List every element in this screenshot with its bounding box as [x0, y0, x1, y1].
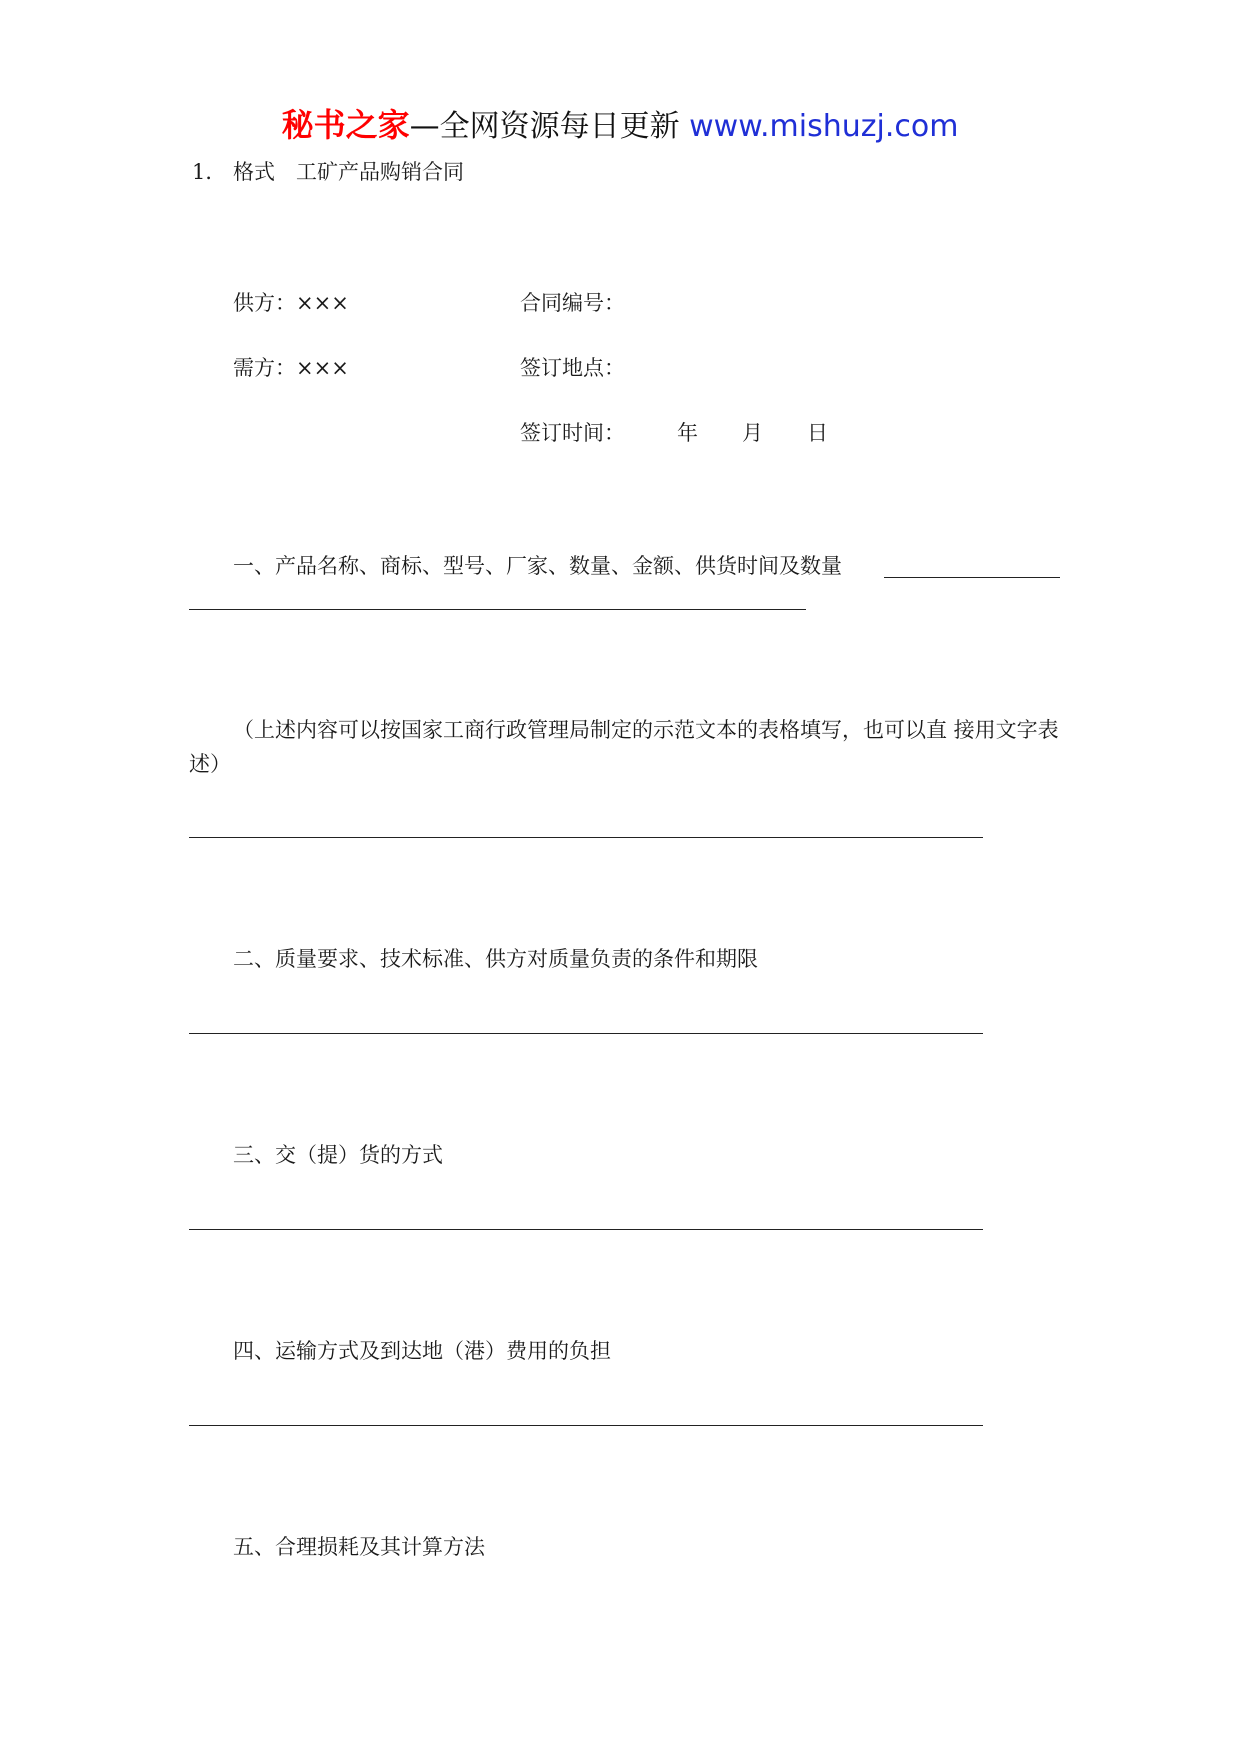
sign-time-field: [520, 416, 828, 450]
section-3-title: 三、交（提）货的方式: [233, 1143, 443, 1167]
section-1-blank-line-2: [189, 609, 806, 610]
month-label: 月: [742, 421, 763, 445]
sign-time-label: 签订时间：: [520, 421, 625, 445]
section-4-answer-line: [189, 1425, 983, 1426]
banner-url-link[interactable]: www.mishuzj.com: [689, 109, 959, 144]
section-3-answer-line: [189, 1229, 983, 1230]
section-1-answer-line: [189, 837, 983, 838]
site-banner: [0, 103, 1240, 149]
contract-number-field: 合同编号：: [520, 291, 625, 315]
section-1-blank-line: [884, 577, 1060, 578]
section-5-title: 五、合理损耗及其计算方法: [233, 1535, 485, 1559]
document-heading: 1． 格式 工矿产品购销合同: [192, 160, 465, 184]
year-label: 年: [677, 421, 698, 445]
supplier-field: 供方：×××: [233, 291, 349, 315]
day-label: 日: [807, 421, 828, 445]
section-1-note: （上述内容可以按国家工商行政管理局制定的示范文本的表格填写，也可以直 接用文字表述）: [189, 718, 1059, 776]
buyer-field: 需方：×××: [233, 356, 349, 380]
banner-brand: 秘书之家: [281, 106, 410, 144]
section-2-answer-line: [189, 1033, 983, 1034]
section-4-title: 四、运输方式及到达地（港）费用的负担: [233, 1339, 611, 1363]
section-2-title: 二、质量要求、技术标准、供方对质量负责的条件和期限: [233, 947, 758, 971]
sign-place-field: 签订地点：: [520, 356, 625, 380]
section-1-title: 一、产品名称、商标、型号、厂家、数量、金额、供货时间及数量: [233, 554, 842, 578]
banner-slogan: —全网资源每日更新: [409, 109, 690, 144]
